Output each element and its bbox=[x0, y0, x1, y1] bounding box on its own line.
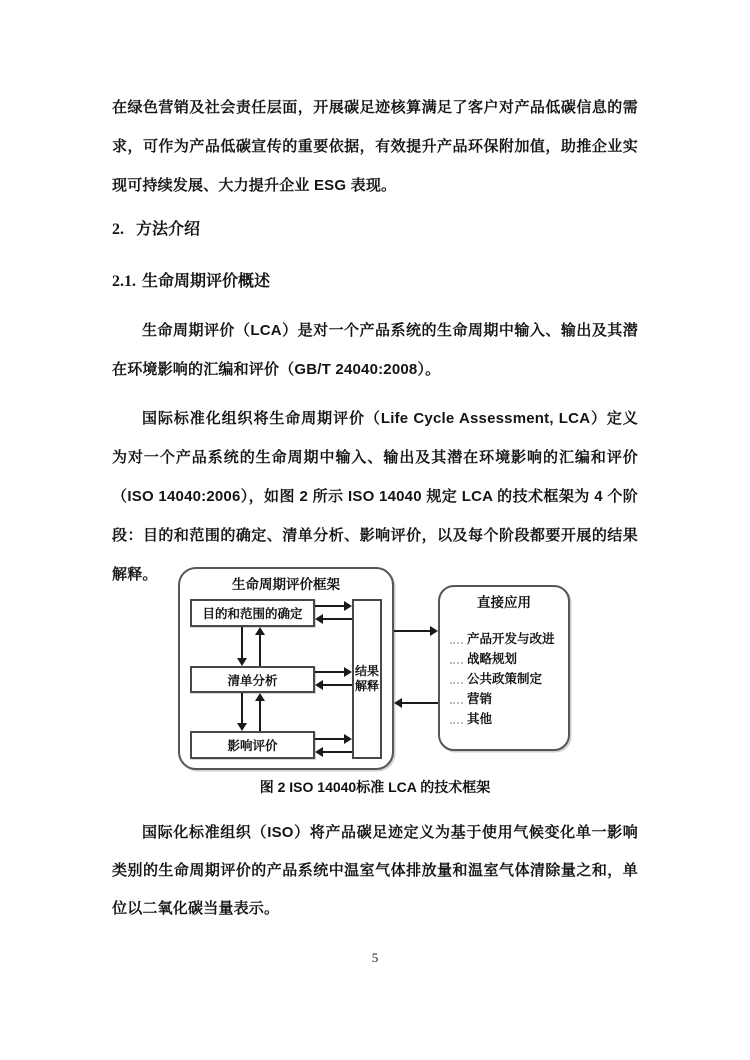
subsection-title: 生命周期评价概述 bbox=[142, 273, 271, 290]
down-arrow-icon bbox=[237, 693, 247, 731]
right-arrow-icon bbox=[394, 626, 438, 636]
dotted-leader bbox=[450, 722, 463, 724]
subsection-heading-lca-overview bbox=[112, 272, 270, 292]
up-arrow-icon bbox=[255, 627, 265, 666]
figure-caption: 图 2 ISO 14040标准 LCA 的技术框架 bbox=[259, 779, 491, 795]
lca-framework-panel bbox=[178, 567, 394, 770]
list-item bbox=[450, 709, 555, 729]
applications-list bbox=[450, 629, 555, 729]
section-title: 方法介绍 bbox=[136, 221, 201, 238]
paragraph-lca-definition: 生命周期评价（LCA）是对一个产品系统的生命周期中输入、输出及其潜在环境影响的汇编和评价（GB/T 24040:2008）。 bbox=[112, 322, 638, 378]
dotted-leader bbox=[450, 642, 463, 644]
interpretation-box bbox=[352, 599, 382, 759]
goal-scope-box: 目的和范围的确定 bbox=[190, 599, 315, 627]
arrow-line bbox=[315, 671, 345, 673]
arrow-line bbox=[322, 684, 352, 686]
arrow-line bbox=[322, 751, 352, 753]
section-heading-methods bbox=[112, 220, 200, 240]
left-arrow-icon bbox=[315, 747, 352, 757]
arrow-line bbox=[259, 634, 261, 666]
up-arrow-icon bbox=[255, 693, 265, 731]
left-arrow-icon bbox=[315, 614, 352, 624]
right-arrow-icon bbox=[315, 667, 352, 677]
left-arrow-icon bbox=[394, 698, 438, 708]
dotted-leader bbox=[450, 662, 463, 664]
down-arrow-icon bbox=[237, 627, 247, 666]
arrow-line bbox=[315, 605, 345, 607]
lca-framework-diagram bbox=[178, 567, 572, 773]
application-label: 公共政策制定 bbox=[467, 672, 543, 686]
paragraph-green-marketing: 在绿色营销及社会责任层面，开展碳足迹核算满足了客户对产品低碳信息的需求，可作为产品低碳宣传的重要依据，有效提升产品环保附加值，助推企业实现可持续发展、大力提升企业 ESG 表现。 bbox=[112, 99, 638, 194]
application-label: 其他 bbox=[467, 712, 493, 726]
right-arrow-icon bbox=[315, 601, 352, 611]
page-number: 5 bbox=[371, 950, 379, 965]
arrow-line bbox=[315, 738, 345, 740]
list-item bbox=[450, 669, 555, 689]
arrow-line bbox=[241, 627, 243, 659]
paragraph-iso-definition: 国际标准化组织将生命周期评价（Life Cycle Assessment, LCA）定义为对一个产品系统的生命周期中输入、输出及其潜在环境影响的汇编和评价（ISO 14040:2006），如图 2 所示 ISO 14040 规定 LCA 的技术框架为 4 个阶段：目的和范围的确定、清单分析、影响评价，以及每个阶段都要开展的结果解释。 bbox=[112, 410, 638, 583]
dotted-leader bbox=[450, 702, 463, 704]
application-label: 营销 bbox=[467, 692, 493, 706]
arrow-line bbox=[394, 630, 431, 632]
interpretation-label-line2: 解释 bbox=[354, 679, 379, 693]
inventory-analysis-box: 清单分析 bbox=[190, 666, 315, 693]
list-item bbox=[450, 689, 555, 709]
application-label: 产品开发与改进 bbox=[467, 632, 555, 646]
application-label: 战略规划 bbox=[467, 652, 518, 666]
arrow-line bbox=[401, 702, 438, 704]
arrow-line bbox=[241, 693, 243, 724]
left-arrow-icon bbox=[315, 680, 352, 690]
arrow-line bbox=[259, 700, 261, 731]
subsection-number: 2.1. bbox=[112, 273, 136, 290]
list-item bbox=[450, 629, 555, 649]
direct-applications-panel bbox=[438, 585, 570, 751]
dotted-leader bbox=[450, 682, 463, 684]
section-number: 2. bbox=[112, 221, 124, 238]
paragraph-carbon-footprint: 国际化标准组织（ISO）将产品碳足迹定义为基于使用气候变化单一影响类别的生命周期评价的产品系统中温室气体排放量和温室气体清除量之和，单位以二氧化碳当量表示。 bbox=[112, 824, 638, 917]
applications-panel-title: 直接应用 bbox=[477, 595, 531, 610]
right-arrow-icon bbox=[315, 734, 352, 744]
interpretation-label-line1: 结果 bbox=[354, 664, 379, 678]
arrow-line bbox=[322, 618, 352, 620]
list-item bbox=[450, 649, 555, 669]
framework-panel-title: 生命周期评价框架 bbox=[232, 577, 340, 592]
impact-assessment-box: 影响评价 bbox=[190, 731, 315, 759]
